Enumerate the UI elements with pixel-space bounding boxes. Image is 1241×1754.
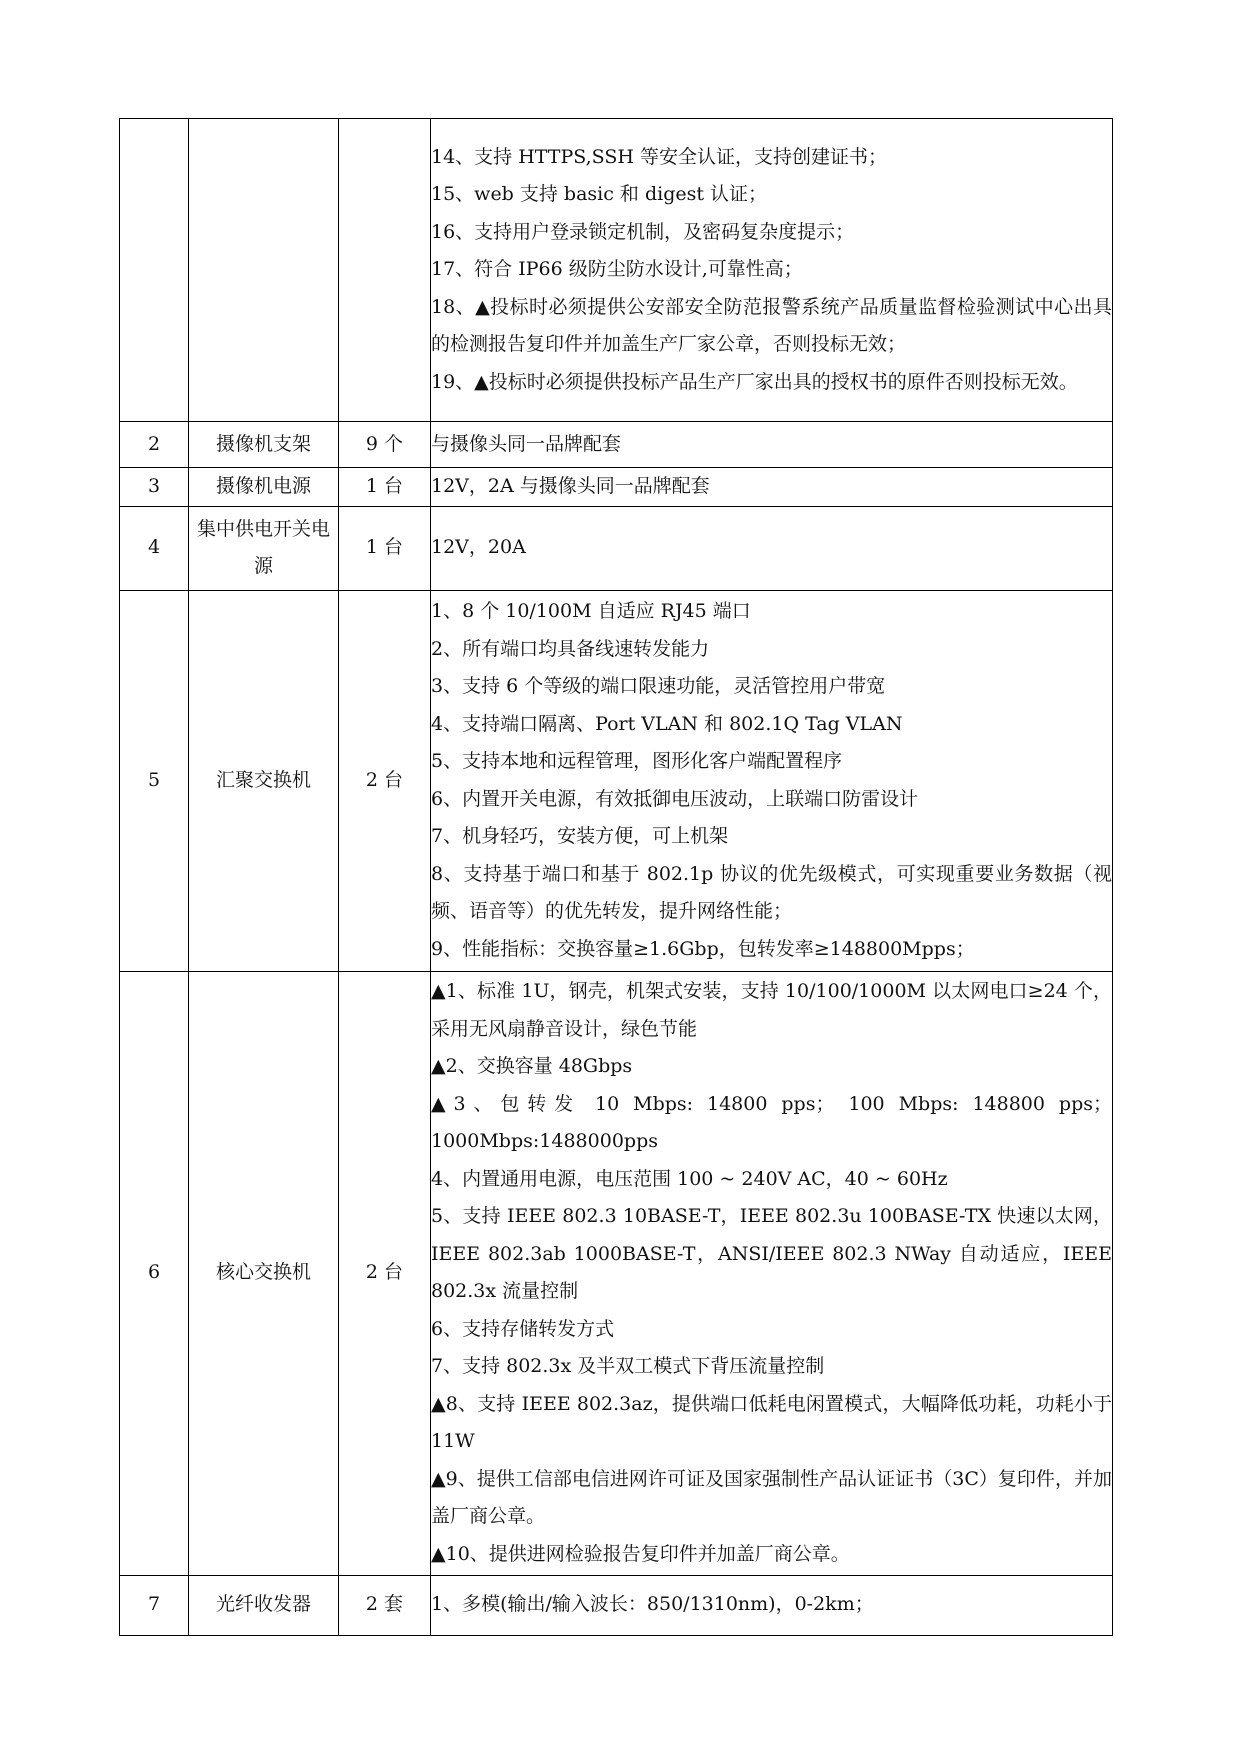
spec-line: 17、符合 IP66 级防尘防水设计,可靠性高； xyxy=(431,258,803,281)
quantity-cell: 2 台 xyxy=(339,590,431,971)
spec-line: 14、支持 HTTPS,SSH 等安全认证，支持创建证书； xyxy=(431,145,887,168)
quantity-cell: 2 套 xyxy=(339,1575,431,1635)
table-row xyxy=(120,468,1113,507)
spec-line: 16、支持用户登录锁定机制，及密码复杂度提示； xyxy=(431,220,855,243)
spec-line: 与摄像头同一品牌配套 xyxy=(431,432,622,455)
row-number-cell: 2 xyxy=(120,422,189,468)
spec-line: 18、▲投标时必须提供公安部安全防范报警系统产品质量监督检验测试中心出具的检测报告复印件并加盖生产厂家公章，否则投标无效； xyxy=(431,295,1112,356)
table-row xyxy=(120,506,1113,590)
spec-line: 12V，20A xyxy=(431,536,526,559)
spec-line: 1、多模(输出/输入波长：850/1310nm)，0-2km； xyxy=(431,1593,874,1616)
spec-line: ▲8、支持 IEEE 802.3az，提供端口低耗电闲置模式，大幅降低功耗，功耗小于 11W xyxy=(431,1392,1112,1452)
row-number-cell: 6 xyxy=(120,971,189,1575)
table-row xyxy=(120,590,1113,971)
quantity-cell: 1 台 xyxy=(339,468,431,507)
product-name-cell: 光纤收发器 xyxy=(189,1575,339,1635)
row-number-cell: 5 xyxy=(120,590,189,971)
table-row xyxy=(120,971,1113,1575)
spec-cell xyxy=(431,1575,1113,1635)
spec-line: 2、所有端口均具备线速转发能力 xyxy=(431,637,710,660)
product-name-cell xyxy=(189,119,339,422)
spec-line: 19、▲投标时必须提供投标产品生产厂家出具的授权书的原件否则投标无效。 xyxy=(431,370,1078,393)
row-number-cell xyxy=(120,119,189,422)
quantity-cell: 1 台 xyxy=(339,506,431,590)
spec-cell xyxy=(431,506,1113,590)
spec-line: 3、支持 6 个等级的端口限速功能，灵活管控用户带宽 xyxy=(431,675,886,697)
spec-table xyxy=(119,118,1113,1636)
product-name-cell: 汇聚交换机 xyxy=(189,590,339,971)
spec-cell xyxy=(431,119,1113,422)
spec-line: 8、支持基于端口和基于 802.1p 协议的优先级模式，可实现重要业务数据（视频、语音等）的优先转发，提升网络性能； xyxy=(431,862,1112,922)
spec-line: 5、支持本地和远程管理，图形化客户端配置程序 xyxy=(431,750,843,772)
table-row xyxy=(120,422,1113,468)
quantity-cell xyxy=(339,119,431,422)
spec-line: 15、web 支持 basic 和 digest 认证； xyxy=(431,183,768,206)
spec-line: 4、内置通用电源，电压范围 100 ~ 240V AC，40 ~ 60Hz xyxy=(431,1167,948,1190)
spec-cell xyxy=(431,590,1113,971)
table-row xyxy=(120,1575,1113,1635)
spec-line: 6、内置开关电源，有效抵御电压波动，上联端口防雷设计 xyxy=(431,787,919,810)
spec-line: 12V，2A 与摄像头同一品牌配套 xyxy=(431,475,710,497)
spec-line: 9、性能指标：交换容量≥1.6Gbp，包转发率≥148800Mpps； xyxy=(431,937,975,960)
spec-cell xyxy=(431,468,1113,507)
row-number-cell: 3 xyxy=(120,468,189,507)
quantity-cell: 2 台 xyxy=(339,971,431,1575)
spec-cell xyxy=(431,422,1113,468)
spec-line: ▲3、包转发 10 Mbps: 14800 pps； 100 Mbps: 148800 pps；1000Mbps:1488000pps xyxy=(431,1092,1112,1152)
product-name-cell: 摄像机电源 xyxy=(189,468,339,507)
spec-table-body xyxy=(120,119,1113,1636)
spec-line: ▲10、提供进网检验报告复印件并加盖厂商公章。 xyxy=(431,1542,850,1565)
spec-line: 7、支持 802.3x 及半双工模式下背压流量控制 xyxy=(431,1355,825,1377)
row-number-cell: 7 xyxy=(120,1575,189,1635)
spec-cell xyxy=(431,971,1113,1575)
quantity-cell: 9 个 xyxy=(339,422,431,468)
spec-line: 1、8 个 10/100M 自适应 RJ45 端口 xyxy=(431,600,751,622)
product-name-cell: 摄像机支架 xyxy=(189,422,339,468)
row-number-cell: 4 xyxy=(120,506,189,590)
table-row xyxy=(120,119,1113,422)
spec-line: ▲1、标准 1U，钢壳，机架式安装，支持 10/100/1000M 以太网电口≥24 个，采用无风扇静音设计，绿色节能 xyxy=(431,980,1112,1040)
spec-line: 7、机身轻巧，安装方便，可上机架 xyxy=(431,825,729,847)
spec-line: 6、支持存储转发方式 xyxy=(431,1317,615,1340)
product-name-cell: 核心交换机 xyxy=(189,971,339,1575)
spec-line: ▲9、提供工信部电信进网许可证及国家强制性产品认证证书（3C）复印件，并加盖厂商公章。 xyxy=(431,1467,1112,1527)
spec-line: ▲2、交换容量 48Gbps xyxy=(431,1055,633,1077)
product-name-cell: 集中供电开关电源 xyxy=(189,506,339,590)
spec-line: 4、支持端口隔离、Port VLAN 和 802.1Q Tag VLAN xyxy=(431,712,903,735)
spec-line: 5、支持 IEEE 802.3 10BASE-T，IEEE 802.3u 100BASE-TX 快速以太网，IEEE 802.3ab 1000BASE-T，ANSI/IEEE 802.3 NWay 自动适应，IEEE 802.3x 流量控制 xyxy=(431,1205,1112,1302)
